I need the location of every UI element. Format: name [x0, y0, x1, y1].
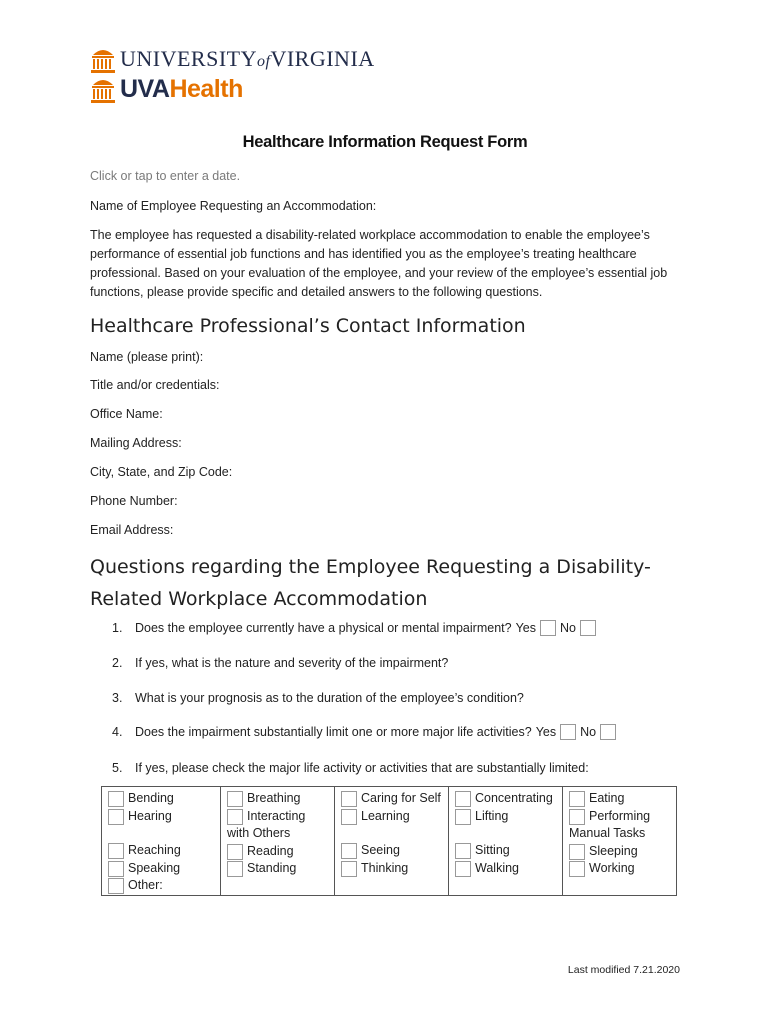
question-1: 1. Does the employee currently have a physical or mental impairment? Yes No [112, 620, 600, 636]
activities-column-4: Concentrating Lifting Sitting Walking [449, 787, 563, 896]
questions-heading-line1: Questions regarding the Employee Requesting a Disability- [90, 556, 651, 578]
rotunda-icon [90, 75, 116, 103]
contact-name-label: Name (please print): [90, 350, 204, 364]
concentrating-checkbox[interactable] [455, 791, 471, 807]
contact-phone-label: Phone Number: [90, 494, 178, 508]
lifting-checkbox[interactable] [455, 809, 471, 825]
question-3: 3. What is your prognosis as to the duration of the employee’s condition? [112, 691, 524, 705]
activities-column-3: Caring for Self Learning Seeing Thinking [335, 787, 449, 896]
learning-checkbox[interactable] [341, 809, 357, 825]
interacting-checkbox[interactable] [227, 809, 243, 825]
breathing-checkbox[interactable] [227, 791, 243, 807]
contact-mailing-label: Mailing Address: [90, 436, 182, 450]
q1-yes-checkbox[interactable] [540, 620, 556, 636]
contact-section-heading: Healthcare Professional’s Contact Information [90, 315, 526, 337]
hearing-checkbox[interactable] [108, 809, 124, 825]
life-activities-table [101, 786, 677, 896]
university-logo-row [90, 44, 375, 74]
seeing-checkbox[interactable] [341, 843, 357, 859]
speaking-checkbox[interactable] [108, 861, 124, 877]
activities-column-1: Bending Hearing Reaching Speaking Other: [102, 787, 221, 896]
activities-column-2: Breathing Interacting with Others Reading Standing [221, 787, 335, 896]
q4-yes-checkbox[interactable] [560, 724, 576, 740]
eating-checkbox[interactable] [569, 791, 585, 807]
contact-email-label: Email Address: [90, 523, 174, 537]
sleeping-checkbox[interactable] [569, 844, 585, 860]
bending-checkbox[interactable] [108, 791, 124, 807]
standing-checkbox[interactable] [227, 861, 243, 877]
contact-city-label: City, State, and Zip Code: [90, 465, 233, 479]
thinking-checkbox[interactable] [341, 861, 357, 877]
question-2: 2. If yes, what is the nature and severity of the impairment? [112, 656, 449, 670]
question-5: 5. If yes, please check the major life activity or activities that are substantially limited: [112, 761, 589, 775]
other-checkbox[interactable] [108, 878, 124, 894]
uva-health-wordmark: UVAHealth [120, 74, 243, 103]
last-modified-footer: Last modified 7.21.2020 [567, 964, 680, 976]
caring-for-self-checkbox[interactable] [341, 791, 357, 807]
reading-checkbox[interactable] [227, 844, 243, 860]
walking-checkbox[interactable] [455, 861, 471, 877]
questions-heading-line2: Related Workplace Accommodation [90, 588, 428, 610]
working-checkbox[interactable] [569, 861, 585, 877]
page-title: Healthcare Information Request Form [242, 133, 528, 151]
activities-column-5: Eating Performing Manual Tasks Sleeping Working [563, 787, 677, 896]
question-4: 4. Does the impairment substantially limit one or more major life activities? Yes No [112, 724, 620, 740]
intro-paragraph: The employee has requested a disability-related workplace accommodation to enable the employee’s performance of essential job functions and has identified you as the employee’s treating healthcare professional. Based on your evaluation of the employee, and your review of the employee’s essential job functions, please provide specific and detailed answers to the following questions. [90, 228, 668, 299]
contact-office-label: Office Name: [90, 407, 163, 421]
sitting-checkbox[interactable] [455, 843, 471, 859]
reaching-checkbox[interactable] [108, 843, 124, 859]
contact-title-label: Title and/or credentials: [90, 378, 220, 392]
rotunda-icon [90, 45, 116, 73]
q1-no-checkbox[interactable] [580, 620, 596, 636]
university-wordmark: UNIVERSITYofVIRGINIA [120, 46, 375, 71]
date-picker-field[interactable]: Click or tap to enter a date. [90, 169, 241, 183]
employee-name-label: Name of Employee Requesting an Accommodation: [90, 199, 377, 213]
health-logo-row [90, 74, 375, 104]
q4-no-checkbox[interactable] [600, 724, 616, 740]
performing-manual-tasks-checkbox[interactable] [569, 809, 585, 825]
uva-health-logo [90, 44, 375, 104]
